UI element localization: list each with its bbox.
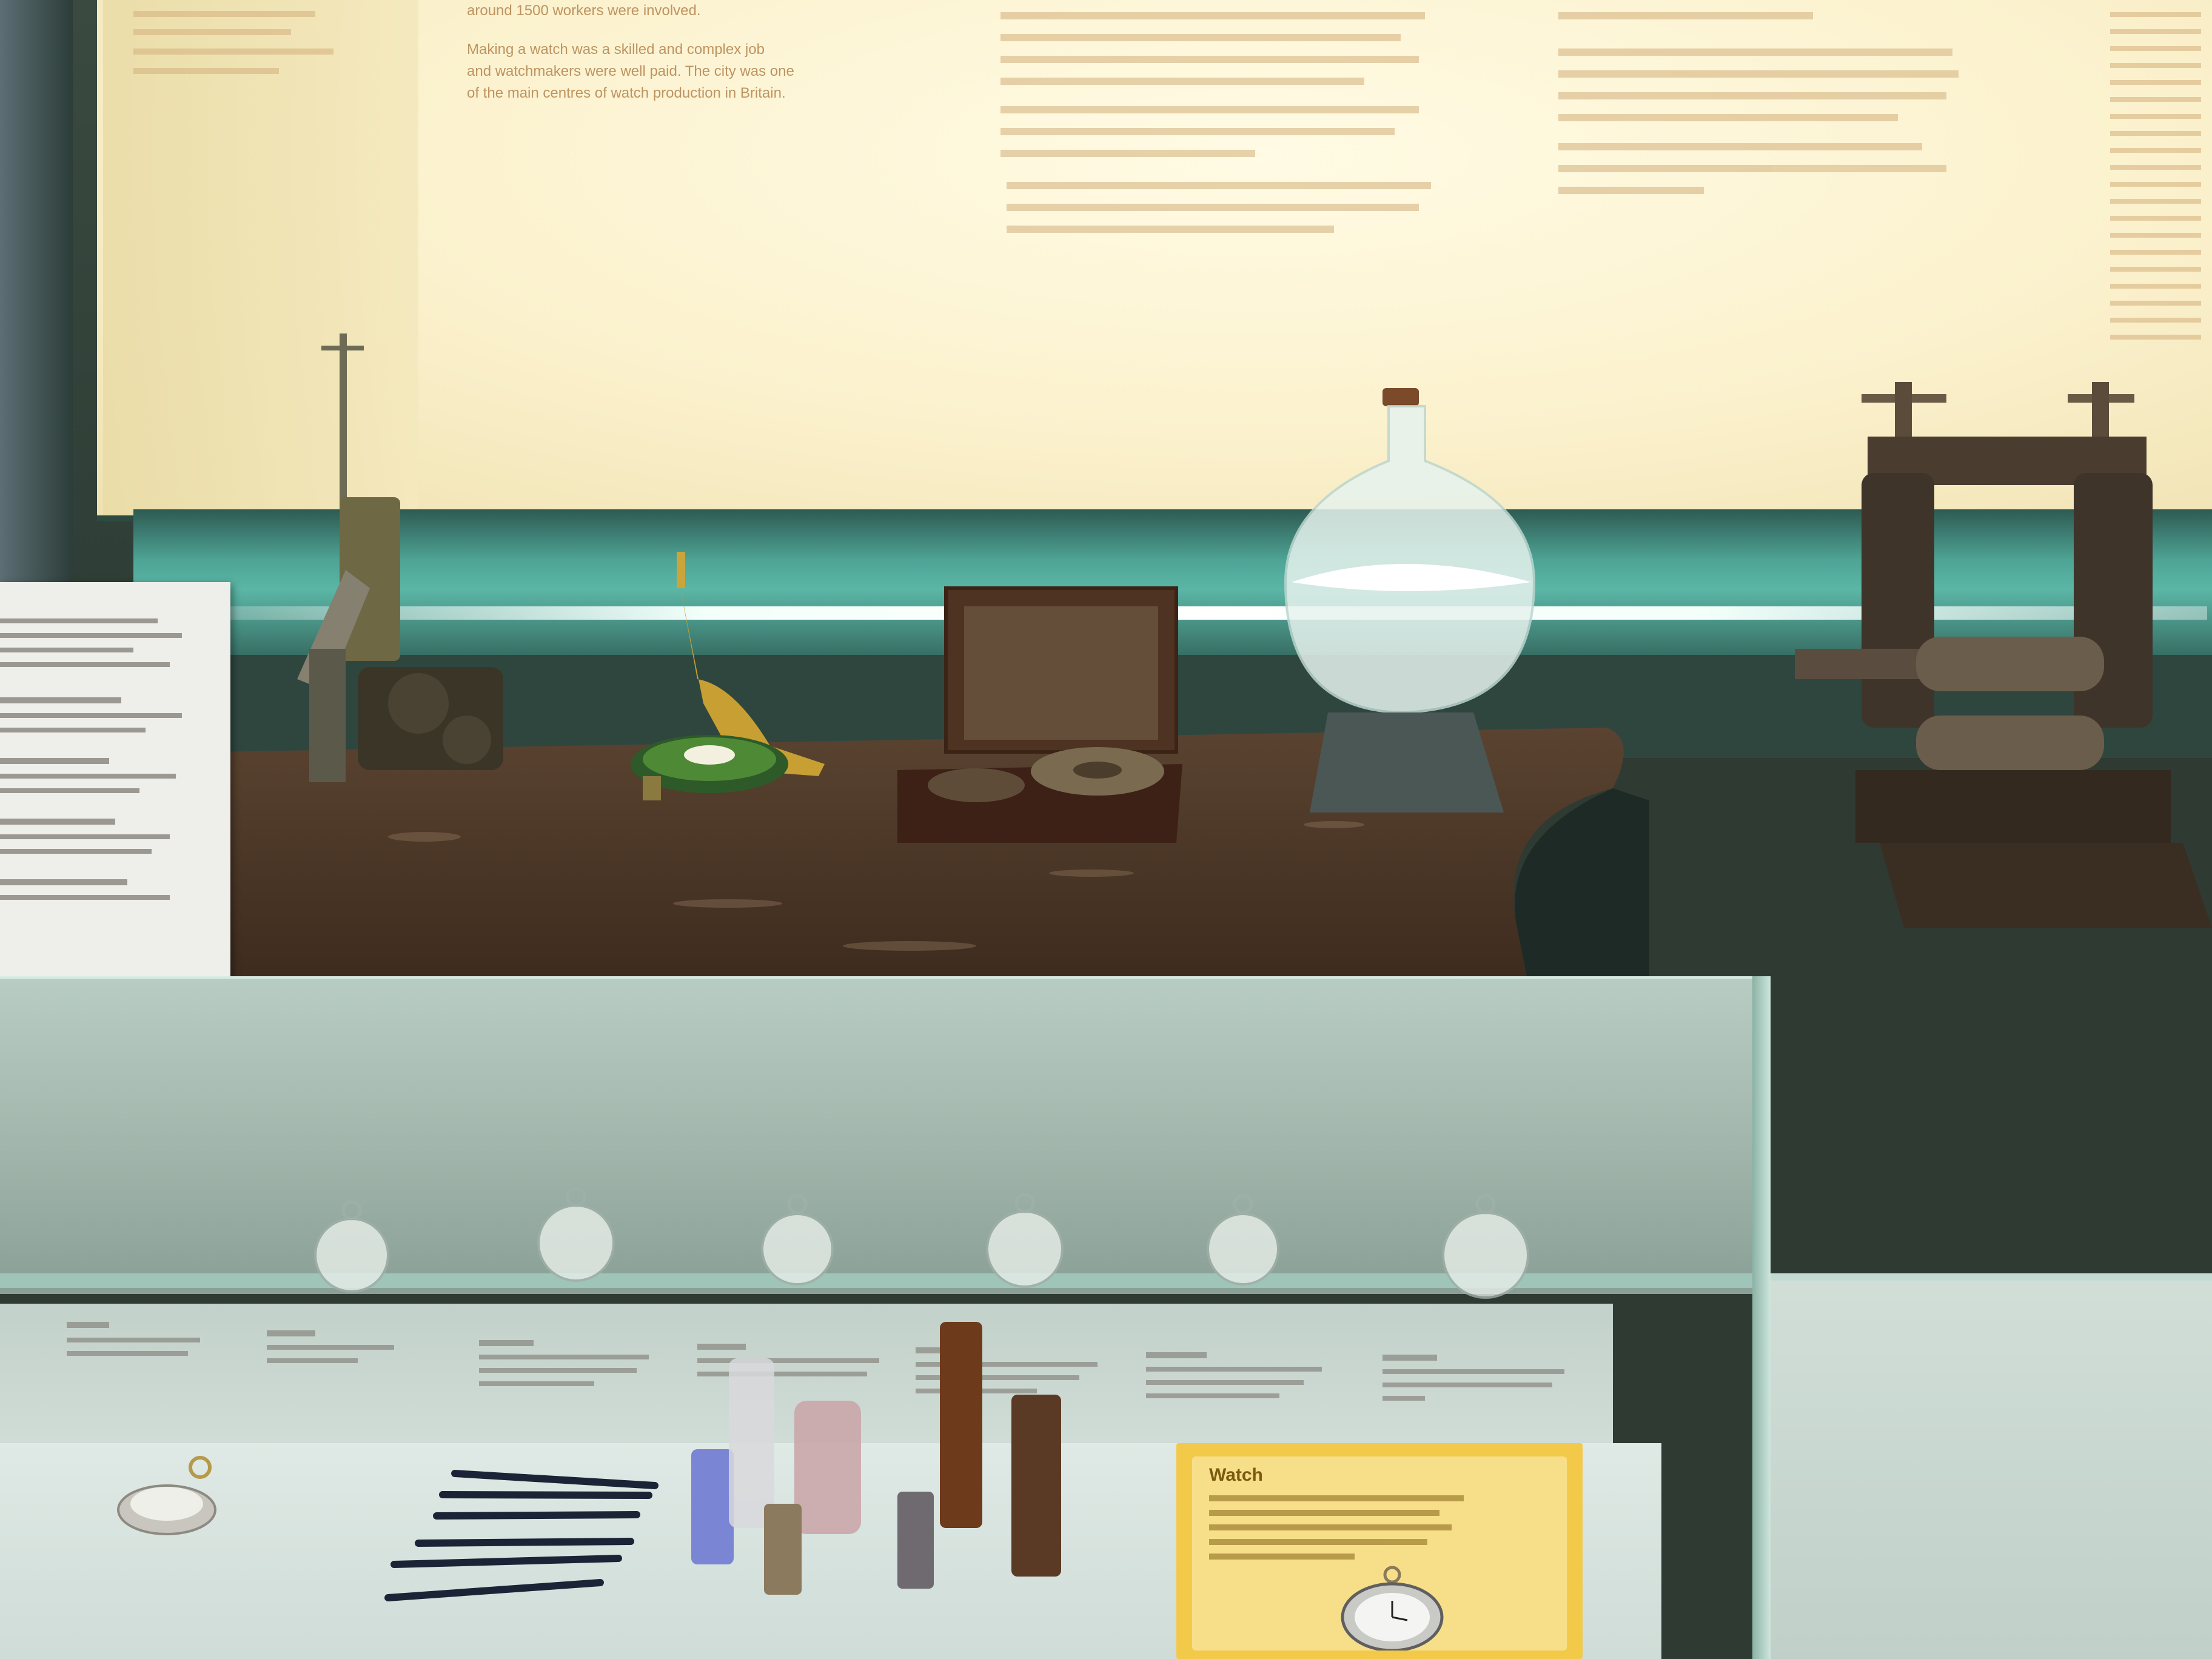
- glass-case-side: [1752, 976, 1771, 1659]
- brass-mandrel-tool: [618, 546, 843, 825]
- rolling-mill: [1795, 382, 2212, 988]
- placard-pocket-watch: [1332, 1560, 1453, 1651]
- depthing-tool: [273, 315, 588, 861]
- watch-placard: [1176, 1443, 1583, 1659]
- watchmaker-screwdrivers: [382, 1461, 667, 1613]
- placard-body-blurred: [1209, 1493, 1549, 1560]
- oil-bottles: [679, 1316, 1091, 1619]
- panel-line: and watchmakers were well paid. The city was one: [467, 63, 794, 79]
- info-card-text: [0, 606, 218, 922]
- right-case-top-edge: [1771, 1273, 2212, 1281]
- panel-line: Making a watch was a skilled and complex job: [467, 41, 765, 58]
- panel-line: around 1500 workers were involved.: [467, 2, 701, 19]
- placard-title: Watch: [1209, 1465, 1263, 1485]
- pocket-watch-open: [109, 1443, 230, 1540]
- glass-flask: [1273, 382, 1552, 825]
- panel-line: of the main centres of watch production in Britain.: [467, 85, 786, 101]
- placard-inner: [1192, 1456, 1567, 1651]
- right-case: [1771, 1273, 2212, 1659]
- wooden-box-with-wheels: [885, 582, 1201, 849]
